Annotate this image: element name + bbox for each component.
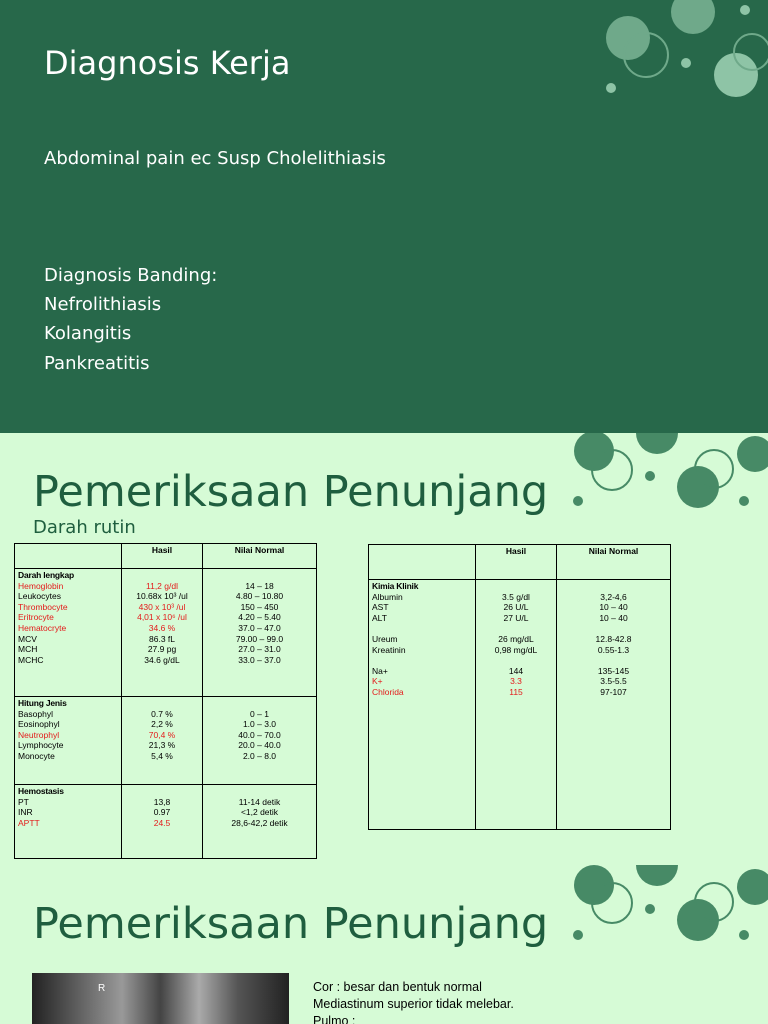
lab-test-normal: 33.0 – 37.0 [238, 654, 281, 665]
table-cell-value [476, 580, 557, 830]
slide-title: Diagnosis Kerja [44, 44, 291, 82]
table-cell-value [122, 697, 203, 785]
decor-dot [681, 58, 691, 68]
lab-test-value: 10.68x 10³ /ul [136, 591, 188, 602]
lab-test-value: 430 x 10³ /ul [138, 601, 186, 612]
lab-test-normal [560, 655, 667, 666]
lab-test-name: Leukocytes [18, 591, 61, 602]
decor-dot [573, 930, 583, 940]
decor-dot [645, 471, 655, 481]
table-cell-name [369, 580, 476, 830]
lab-test-normal: 10 – 40 [599, 602, 628, 613]
decor-dot [645, 904, 655, 914]
lab-test-name: Thrombocyte [18, 601, 68, 612]
section-heading: Hitung Jenis [18, 698, 67, 708]
lab-test-value: 24.5 [153, 817, 171, 828]
slide-diagnosis [0, 0, 768, 433]
table-cell-name [15, 697, 122, 785]
lab-test-normal: 4.20 – 5.40 [238, 612, 281, 623]
decorative-circles [0, 0, 768, 433]
table-header-cell [15, 544, 122, 569]
lab-test-name [372, 655, 472, 666]
lab-test-value: 2,2 % [151, 719, 173, 730]
lab-test-normal: 1.0 – 3.0 [242, 719, 277, 730]
table-header-cell: Hasil [476, 545, 557, 580]
lab-test-name: Lymphocyte [18, 740, 64, 751]
spacer [125, 570, 199, 581]
table-header-row [15, 544, 317, 569]
decor-dot [606, 83, 616, 93]
section-heading: Darah lengkap [18, 570, 74, 580]
lab-test-name: ALT [372, 612, 387, 623]
lab-test-value: 34.6 % [148, 622, 176, 633]
decor-dot [737, 869, 768, 905]
lab-test-value: 13,8 [153, 796, 171, 807]
table-cell-normal [203, 697, 317, 785]
lab-test-normal: <1,2 detik [240, 807, 279, 818]
lab-test-value: 26 mg/dL [498, 633, 534, 644]
table-row [369, 580, 671, 830]
lab-test-value: 0.97 [153, 807, 171, 818]
lab-test-normal: 28,6-42,2 detik [231, 817, 288, 828]
radiology-report [313, 979, 514, 1024]
lab-test-normal: 135-145 [597, 665, 630, 676]
lab-test-normal: 0.55-1.3 [597, 644, 630, 655]
lab-test-name: APTT [18, 817, 40, 828]
lab-test-name: Eritrocyte [18, 612, 54, 623]
slide-lab-results [0, 433, 768, 865]
decor-dot [574, 433, 614, 471]
spacer [125, 786, 199, 797]
section-heading: Kimia Klinik [372, 581, 419, 591]
slide-title: Pemeriksaan Penunjang [33, 467, 549, 517]
spacer [560, 581, 667, 592]
lab-test-normal: 14 – 18 [245, 580, 274, 591]
table-cell-name [15, 569, 122, 697]
decor-dot [739, 930, 749, 940]
lab-test-value: 34.6 g/dL [144, 654, 180, 665]
lab-test-name: AST [372, 602, 389, 613]
lab-test-normal: 12.8-42.8 [595, 633, 632, 644]
lab-test-value: 144 [508, 665, 524, 676]
lab-table-blood [14, 543, 317, 859]
lab-test-normal: 27.0 – 31.0 [238, 644, 281, 655]
lab-test-normal: 10 – 40 [599, 612, 628, 623]
differential-item: Pankreatitis [44, 353, 150, 374]
lab-test-normal: 20.0 – 40.0 [238, 740, 281, 751]
lab-test-normal: 11-14 detik [238, 796, 281, 807]
table-row [15, 697, 317, 785]
slide-subtitle: Darah rutin [33, 517, 136, 538]
table-cell-normal [557, 580, 671, 830]
table-cell-normal [203, 569, 317, 697]
table-row [15, 569, 317, 697]
lab-test-normal: 2.0 – 8.0 [242, 750, 277, 761]
report-line: Cor : besar dan bentuk normal [313, 980, 482, 994]
lab-test-name: Ureum [372, 633, 398, 644]
spacer [206, 698, 313, 709]
lab-table-chemistry [368, 544, 671, 830]
decor-dot [671, 0, 715, 34]
table-cell-name [15, 785, 122, 859]
lab-test-name: Hematocryte [18, 622, 67, 633]
lab-test-normal: 3.5-5.5 [600, 676, 627, 687]
lab-test-name: Neutrophyl [18, 729, 60, 740]
lab-test-normal: 3,2-4,6 [600, 591, 627, 602]
table-cell-value [122, 569, 203, 697]
lab-test-name: MCHC [18, 654, 44, 665]
lab-test-normal [560, 623, 667, 634]
lab-test-normal: 79.00 – 99.0 [235, 633, 284, 644]
lab-test-value: 5,4 % [151, 750, 173, 761]
working-diagnosis: Abdominal pain ec Susp Cholelithiasis [44, 148, 386, 169]
lab-test-name [372, 623, 472, 634]
lab-test-name: Eosinophyl [18, 719, 60, 730]
table-header-cell: Nilai Normal [557, 545, 671, 580]
lab-test-normal: 4.80 – 10.80 [235, 591, 284, 602]
lab-test-name: INR [18, 807, 33, 818]
lab-test-value: 3.5 g/dl [502, 591, 530, 602]
lab-test-value [479, 623, 553, 634]
spacer [206, 570, 313, 581]
report-line: Pulmo : [313, 1014, 356, 1024]
decor-dot [636, 433, 678, 454]
spacer [125, 698, 199, 709]
lab-test-name: Kreatinin [372, 644, 406, 655]
lab-test-name: Hemoglobin [18, 580, 64, 591]
decor-dot [737, 436, 768, 472]
lab-test-name: K+ [372, 676, 383, 687]
lab-test-normal: 0 – 1 [250, 708, 269, 719]
lab-test-value: 0,98 mg/dL [494, 644, 538, 655]
slide-imaging [0, 865, 768, 1024]
differential-heading: Diagnosis Banding: [44, 265, 218, 286]
lab-test-value: 70,4 % [148, 729, 176, 740]
spacer [206, 786, 313, 797]
decor-dot [636, 865, 678, 886]
lab-test-name: Albumin [372, 591, 403, 602]
slide-title: Pemeriksaan Penunjang [33, 899, 549, 949]
xray-image [32, 973, 289, 1024]
table-cell-normal [203, 785, 317, 859]
table-header-row [369, 545, 671, 580]
decor-dot [573, 496, 583, 506]
lab-test-value [479, 655, 553, 666]
table-header-cell [369, 545, 476, 580]
lab-test-value: 27.9 pg [147, 644, 177, 655]
lab-test-value: 27 U/L [503, 612, 529, 623]
lab-test-value: 86.3 fL [149, 633, 175, 644]
lab-test-value: 21,3 % [148, 740, 176, 751]
lab-test-name: Na+ [372, 665, 388, 676]
decor-dot [606, 16, 650, 60]
section-heading: Hemostasis [18, 786, 64, 796]
lab-test-value: 4,01 x 10⁶ /ul [137, 612, 187, 623]
lab-test-value: 26 U/L [503, 602, 529, 613]
lab-test-normal: 37.0 – 47.0 [238, 622, 281, 633]
xray-marker: R [98, 983, 106, 994]
decor-dot [739, 496, 749, 506]
table-row [15, 785, 317, 859]
lab-test-value: 3.3 [510, 676, 522, 687]
lab-test-name: Basophyl [18, 708, 53, 719]
table-header-cell: Hasil [122, 544, 203, 569]
lab-test-name: MCV [18, 633, 37, 644]
lab-test-value: 0.7 % [151, 708, 173, 719]
lab-test-normal: 150 – 450 [240, 601, 279, 612]
table-cell-value [122, 785, 203, 859]
table-header-cell: Nilai Normal [203, 544, 317, 569]
lab-test-normal: 97-107 [600, 686, 627, 697]
lab-test-name: Chlorida [372, 686, 404, 697]
lab-test-name: PT [18, 796, 29, 807]
lab-test-name: MCH [18, 644, 38, 655]
lab-test-value: 115 [509, 686, 523, 697]
differential-item: Kolangitis [44, 323, 132, 344]
lab-test-name: Monocyte [18, 750, 55, 761]
report-line: Mediastinum superior tidak melebar. [313, 997, 514, 1011]
lab-test-normal: 40.0 – 70.0 [238, 729, 281, 740]
decor-dot [574, 865, 614, 905]
decor-dot [740, 5, 750, 15]
lab-test-value: 11,2 g/dl [146, 580, 178, 591]
spacer [479, 581, 553, 592]
differential-item: Nefrolithiasis [44, 294, 162, 315]
